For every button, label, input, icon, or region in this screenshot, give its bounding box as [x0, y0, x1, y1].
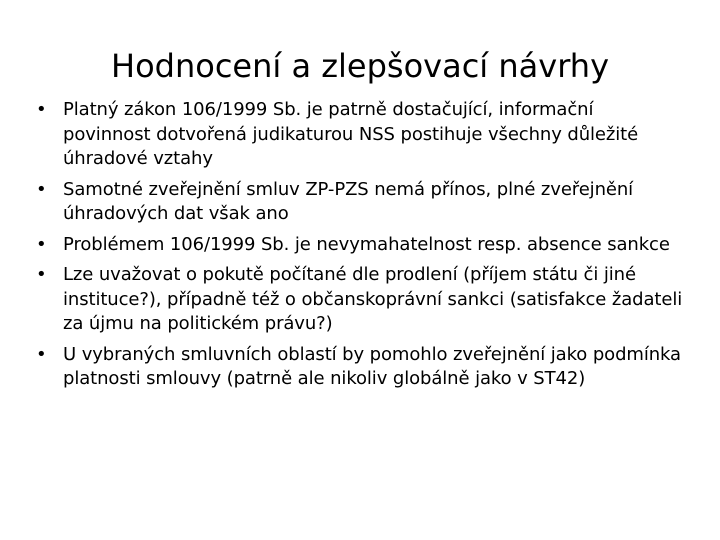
bullet-text: U vybraných smluvních oblastí by pomohlo zveřejnění jako podmínka platnosti smlouvy (patrně ale nikoliv globálně jako v ST42): [63, 343, 681, 389]
bullet-item: [36, 178, 684, 227]
bullet-text: Samotné zveřejnění smluv ZP-PZS nemá přínos, plné zveřejnění úhradových dat však ano: [63, 178, 634, 224]
bullet-item: [36, 233, 684, 258]
bullet-dot-icon: •: [36, 233, 47, 255]
bullet-dot-icon: •: [36, 264, 47, 285]
bullet-item: [36, 343, 684, 392]
bullet-text: Problémem 106/1999 Sb. je nevymahatelnost resp. absence sankce: [63, 233, 670, 255]
bullet-item: [36, 263, 684, 337]
slide-title: Hodnocení a zlepšovací návrhy: [111, 47, 609, 85]
bullet-item: [36, 98, 684, 172]
bullet-text: Lze uvažovat o pokutě počítané dle prodlení (příjem státu či jiné instituce?), případně též o občanskoprávní sankci (satisfakce žadateli za újmu na politickém právu?): [63, 264, 683, 334]
bullet-dot-icon: •: [36, 343, 47, 365]
bullet-dot-icon: •: [36, 178, 47, 200]
bullet-list: [36, 98, 684, 398]
bullet-text: Platný zákon 106/1999 Sb. je patrně dostačující, informační povinnost dotvořená judikaturou NSS postihuje všechny důležité úhradové vztahy: [63, 99, 639, 169]
bullet-dot-icon: •: [36, 99, 47, 120]
